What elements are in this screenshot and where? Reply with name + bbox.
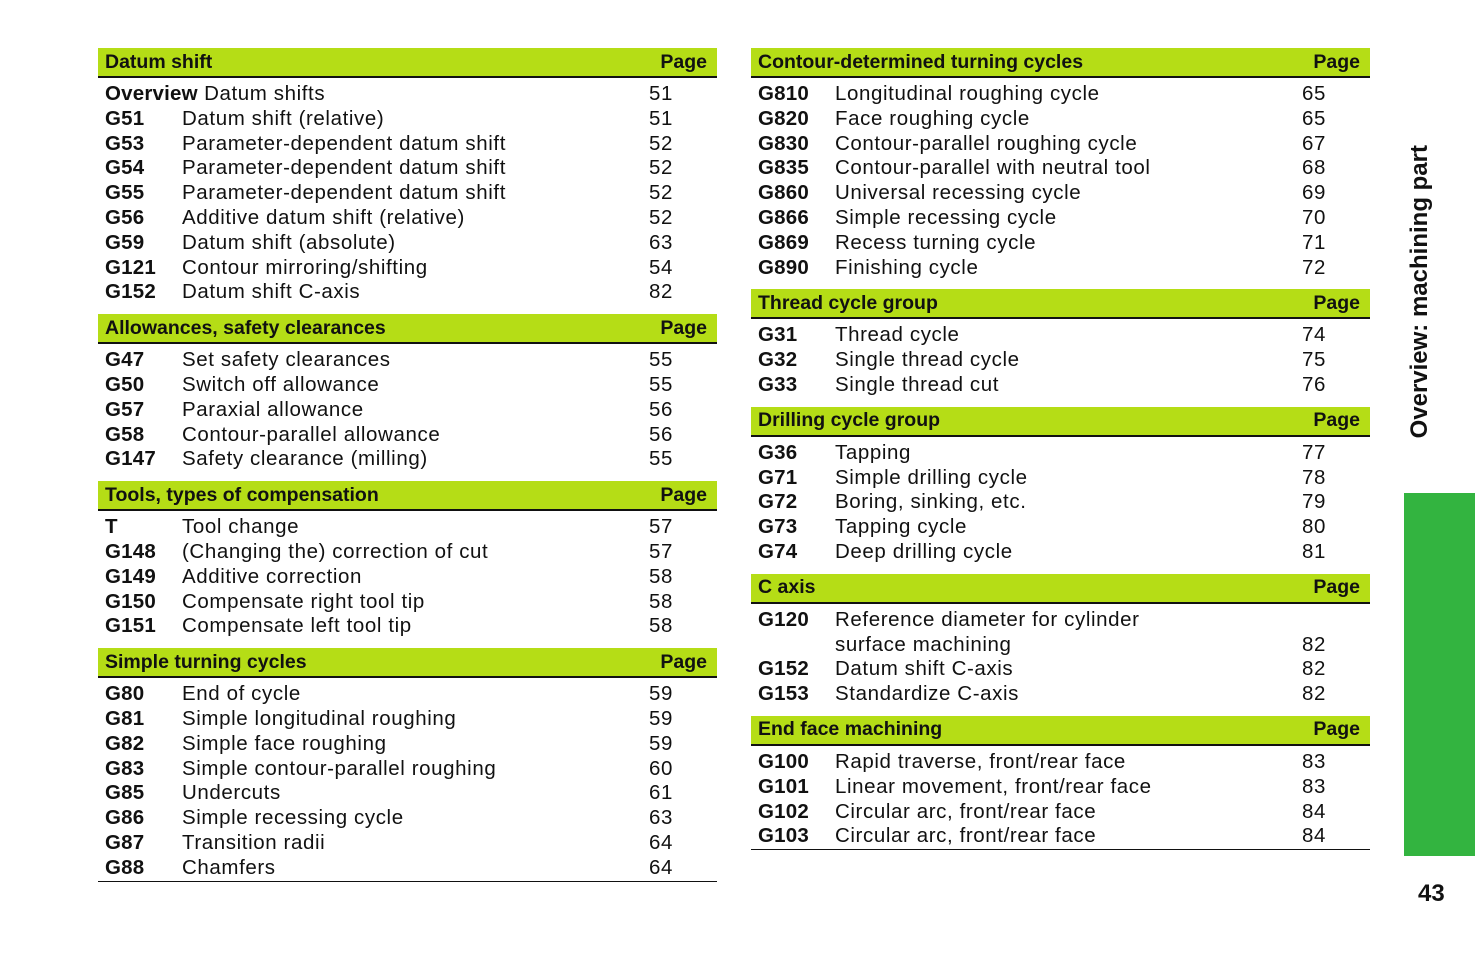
entry-description: Contour-parallel with neutral tool <box>835 156 1151 180</box>
page-ref: 69 <box>1302 181 1327 205</box>
table-row <box>751 608 1370 633</box>
entry-description: Single thread cycle <box>835 348 1020 372</box>
index-section <box>98 314 717 472</box>
page-ref: 56 <box>649 422 674 446</box>
index-section <box>751 48 1370 280</box>
table-row <box>98 806 717 831</box>
entry-description: Deep drilling cycle <box>835 539 1013 563</box>
g-code: G810 <box>758 82 809 105</box>
g-code: G153 <box>758 682 809 706</box>
entry-description: Tapping cycle <box>835 515 968 539</box>
table-row <box>751 441 1370 466</box>
g-code: G36 <box>758 440 798 464</box>
g-code: G54 <box>105 156 145 180</box>
table-row <box>751 515 1370 540</box>
g-code: G87 <box>105 830 145 854</box>
g-code: G820 <box>758 106 809 130</box>
entry-description: Single thread cut <box>835 372 1000 396</box>
entry-description: Simple recessing cycle <box>182 806 404 830</box>
entry-description: End of cycle <box>182 682 301 706</box>
page-ref: 59 <box>649 682 674 706</box>
table-row <box>98 156 717 181</box>
g-code: G866 <box>758 205 809 229</box>
g-code: G149 <box>105 564 156 588</box>
g-code: G830 <box>758 131 809 155</box>
index-section <box>751 289 1370 397</box>
page-ref: 76 <box>1302 372 1327 396</box>
entry-description: Simple face roughing <box>182 731 387 755</box>
table-row <box>751 107 1370 132</box>
page-ref: 63 <box>649 230 674 254</box>
page-ref: 79 <box>1302 490 1327 514</box>
section-title: Simple turning cycles <box>105 650 307 673</box>
entry-description: Datum shift C-axis <box>835 657 1014 681</box>
table-row <box>98 398 717 423</box>
page-ref: 52 <box>649 205 674 229</box>
section-title: Allowances, safety clearances <box>105 316 386 339</box>
entry-description: Contour-parallel roughing cycle <box>835 131 1138 155</box>
table-row <box>98 831 717 856</box>
section-header <box>751 48 1370 78</box>
section-rows <box>98 511 717 639</box>
g-code: G55 <box>105 181 145 205</box>
g-code: G32 <box>758 348 798 372</box>
page-ref: 82 <box>649 280 674 304</box>
page-ref: 59 <box>649 731 674 755</box>
section-title: Thread cycle group <box>758 291 938 314</box>
section-page-label: Page <box>1313 718 1360 741</box>
section-header <box>751 716 1370 746</box>
page-ref: 51 <box>649 106 674 130</box>
table-row <box>751 540 1370 565</box>
page-ref: 58 <box>649 564 674 588</box>
entry-description: Thread cycle <box>835 323 960 347</box>
page-ref: 55 <box>649 348 674 372</box>
entry-description: Simple contour-parallel roughing <box>182 756 497 780</box>
page-ref: 52 <box>649 181 674 205</box>
g-code: G86 <box>105 806 145 830</box>
entry-lead: Overview <box>105 82 198 105</box>
section-page-label: Page <box>660 316 707 339</box>
g-code: G59 <box>105 230 145 254</box>
section-page-label: Page <box>1313 291 1360 314</box>
g-code: G74 <box>758 539 798 563</box>
g-code: G103 <box>758 824 809 848</box>
entry-description: Boring, sinking, etc. <box>835 490 1027 514</box>
page-ref: 77 <box>1302 440 1327 464</box>
table-row <box>98 565 717 590</box>
entry-description: Longitudinal roughing cycle <box>835 82 1100 105</box>
page-ref: 59 <box>649 706 674 730</box>
section-header <box>98 481 717 511</box>
section-rows <box>751 437 1370 565</box>
table-row <box>751 800 1370 825</box>
table-row <box>98 231 717 256</box>
side-title <box>1398 122 1442 462</box>
g-code: G73 <box>758 515 798 539</box>
g-code: G860 <box>758 181 809 205</box>
section-rows <box>98 78 717 305</box>
g-code: G56 <box>105 205 145 229</box>
page-ref: 58 <box>649 614 674 638</box>
page-ref: 72 <box>1302 255 1327 279</box>
g-code: G120 <box>758 607 809 631</box>
g-code: G53 <box>105 131 145 155</box>
section-header <box>98 48 717 78</box>
g-code: G31 <box>758 323 798 347</box>
page-ref: 75 <box>1302 348 1327 372</box>
entry-description: Datum shift (relative) <box>182 106 385 130</box>
table-row <box>98 423 717 448</box>
g-code: G147 <box>105 447 156 471</box>
g-code: G47 <box>105 348 145 372</box>
table-row <box>98 614 717 639</box>
section-title: Contour-determined turning cycles <box>758 50 1084 73</box>
table-row <box>751 775 1370 800</box>
g-code: G151 <box>105 614 156 638</box>
table-row <box>98 447 717 472</box>
page-ref: 67 <box>1302 131 1327 155</box>
left-column <box>98 48 717 891</box>
table-row <box>751 181 1370 206</box>
page-ref: 65 <box>1302 82 1327 105</box>
entry-description: Additive datum shift (relative) <box>182 205 465 229</box>
page-ref: 74 <box>1302 323 1327 347</box>
page-ref: 78 <box>1302 465 1327 489</box>
g-code: G51 <box>105 106 145 130</box>
index-section <box>751 716 1370 850</box>
g-code: G835 <box>758 156 809 180</box>
table-row <box>751 231 1370 256</box>
table-row <box>98 590 717 615</box>
table-row <box>751 750 1370 775</box>
g-code: G83 <box>105 756 145 780</box>
entry-description: Simple recessing cycle <box>835 205 1057 229</box>
entry-description: Datum shift C-axis <box>182 280 361 304</box>
section-rows <box>98 344 717 472</box>
index-section <box>751 574 1370 707</box>
g-code: G121 <box>105 255 156 279</box>
page-ref: 57 <box>649 515 674 539</box>
g-code: G58 <box>105 422 145 446</box>
entry-description: Standardize C-axis <box>835 682 1019 706</box>
page-ref: 52 <box>649 156 674 180</box>
g-code: G85 <box>105 781 145 805</box>
page-ref: 83 <box>1302 749 1327 773</box>
page-ref: 61 <box>649 781 674 805</box>
table-row <box>751 373 1370 398</box>
g-code: G33 <box>758 372 798 396</box>
section-header <box>98 314 717 344</box>
table-row <box>98 280 717 305</box>
section-header <box>751 407 1370 437</box>
entry-description: Simple longitudinal roughing <box>182 706 457 730</box>
index-section <box>98 648 717 881</box>
entry-description: Circular arc, front/rear face <box>835 824 1097 848</box>
page-ref: 82 <box>1302 682 1327 706</box>
section-rows <box>98 678 717 881</box>
entry-description: Rapid traverse, front/rear face <box>835 749 1126 773</box>
page-ref: 54 <box>649 255 674 279</box>
page-ref: 57 <box>649 539 674 563</box>
table-row <box>98 206 717 231</box>
section-rows <box>751 746 1370 850</box>
table-row <box>98 107 717 132</box>
entry-description: Compensate right tool tip <box>182 589 425 613</box>
side-tab-marker <box>1404 493 1475 856</box>
section-page-label: Page <box>660 650 707 673</box>
g-code: T <box>105 515 118 539</box>
table-row <box>751 466 1370 491</box>
page-ref: 68 <box>1302 156 1327 180</box>
g-code: G890 <box>758 255 809 279</box>
section-header <box>751 574 1370 604</box>
entry-description: Linear movement, front/rear face <box>835 774 1152 798</box>
entry-description: Parameter-dependent datum shift <box>182 131 506 155</box>
table-row <box>98 348 717 373</box>
table-row <box>98 132 717 157</box>
section-page-label: Page <box>660 483 707 506</box>
g-code: G88 <box>105 855 145 879</box>
page-ref: 52 <box>649 131 674 155</box>
section-page-label: Page <box>1313 409 1360 432</box>
entry-description: Face roughing cycle <box>835 106 1030 130</box>
entry-description: Additive correction <box>182 564 363 588</box>
table-row <box>98 515 717 540</box>
table-row <box>98 373 717 398</box>
page-ref: 64 <box>649 830 674 854</box>
table-row <box>98 781 717 806</box>
section-rows <box>751 78 1370 280</box>
page-ref: 70 <box>1302 205 1327 229</box>
entry-description: Parameter-dependent datum shift <box>182 181 506 205</box>
index-section <box>98 48 717 305</box>
table-row <box>751 256 1370 281</box>
section-rows <box>751 319 1370 397</box>
table-row <box>98 856 717 881</box>
entry-description: Reference diameter for cylinder <box>835 607 1140 631</box>
section-header <box>98 648 717 678</box>
g-code: G148 <box>105 539 156 563</box>
entry-description: Set safety clearances <box>182 348 391 372</box>
g-code: G152 <box>105 280 156 304</box>
table-row <box>751 323 1370 348</box>
section-title: Datum shift <box>105 50 213 73</box>
entry-description-text: Datum shifts <box>197 82 326 105</box>
page-ref: 71 <box>1302 230 1327 254</box>
entry-description: Switch off allowance <box>182 372 380 396</box>
g-code: G80 <box>105 682 145 706</box>
page-ref: 58 <box>649 589 674 613</box>
entry-description: Chamfers <box>182 855 276 879</box>
table-row <box>751 682 1370 707</box>
table-row <box>98 757 717 782</box>
table-row <box>98 540 717 565</box>
table-row <box>751 156 1370 181</box>
entry-description: Safety clearance (milling) <box>182 447 428 471</box>
g-code: G72 <box>758 490 798 514</box>
entry-description: Universal recessing cycle <box>835 181 1082 205</box>
entry-description: Compensate left tool tip <box>182 614 412 638</box>
section-title: Tools, types of compensation <box>105 483 379 506</box>
section-page-label: Page <box>1313 50 1360 73</box>
entry-description: Paraxial allowance <box>182 397 364 421</box>
page-ref: 83 <box>1302 774 1327 798</box>
g-code: G100 <box>758 749 809 773</box>
entry-description: Tapping <box>835 440 912 464</box>
page-ref: 51 <box>649 82 674 105</box>
g-code: G71 <box>758 465 798 489</box>
table-row <box>98 707 717 732</box>
page-ref: 80 <box>1302 515 1327 539</box>
g-code: G150 <box>105 589 156 613</box>
table-row <box>751 490 1370 515</box>
table-row <box>751 206 1370 231</box>
page-number: 43 <box>1418 880 1445 907</box>
entry-description: Contour mirroring/shifting <box>182 255 428 279</box>
index-section <box>98 481 717 639</box>
page-ref: 64 <box>649 855 674 879</box>
section-page-label: Page <box>660 50 707 73</box>
g-code: G50 <box>105 372 145 396</box>
side-title-text: Overview: machining part <box>1406 145 1433 439</box>
g-code: G81 <box>105 706 145 730</box>
section-rows <box>751 604 1370 707</box>
entry-description: (Changing the) correction of cut <box>182 539 489 563</box>
entry-description: surface machining <box>835 632 1012 656</box>
entry-description: Circular arc, front/rear face <box>835 799 1097 823</box>
g-code: G152 <box>758 657 809 681</box>
section-title: C axis <box>758 576 816 599</box>
table-row <box>98 82 717 107</box>
page-ref: 82 <box>1302 632 1327 656</box>
entry-description: Recess turning cycle <box>835 230 1037 254</box>
g-code <box>758 633 835 658</box>
index-section <box>751 407 1370 565</box>
table-row <box>751 633 1370 658</box>
table-row <box>751 824 1370 849</box>
page-ref: 65 <box>1302 106 1327 130</box>
section-title: End face machining <box>758 718 943 741</box>
table-row <box>98 181 717 206</box>
table-row <box>98 682 717 707</box>
table-row <box>751 348 1370 373</box>
page-ref: 55 <box>649 447 674 471</box>
entry-description: Transition radii <box>182 830 326 854</box>
entry-description: Undercuts <box>182 781 281 805</box>
page-ref: 84 <box>1302 824 1327 848</box>
section-page-label: Page <box>1313 576 1360 599</box>
entry-description: Parameter-dependent datum shift <box>182 156 506 180</box>
g-code: G57 <box>105 397 145 421</box>
table-row <box>751 657 1370 682</box>
page-ref: 84 <box>1302 799 1327 823</box>
section-header <box>751 289 1370 319</box>
page-ref: 81 <box>1302 539 1327 563</box>
page-ref: 82 <box>1302 657 1327 681</box>
entry-description: Tool change <box>182 515 300 539</box>
table-row <box>98 256 717 281</box>
g-code: G101 <box>758 774 809 798</box>
entry-description <box>105 82 649 107</box>
g-code: G869 <box>758 230 809 254</box>
table-row <box>751 82 1370 107</box>
g-code: G102 <box>758 799 809 823</box>
entry-description: Contour-parallel allowance <box>182 422 441 446</box>
entry-description: Simple drilling cycle <box>835 465 1028 489</box>
right-column <box>751 48 1370 859</box>
page-ref: 55 <box>649 372 674 396</box>
section-title: Drilling cycle group <box>758 409 941 432</box>
entry-description: Datum shift (absolute) <box>182 230 396 254</box>
table-row <box>98 732 717 757</box>
table-row <box>751 132 1370 157</box>
page-ref: 56 <box>649 397 674 421</box>
g-code: G82 <box>105 731 145 755</box>
page-ref <box>1302 608 1370 633</box>
entry-description: Finishing cycle <box>835 255 979 279</box>
page-ref: 60 <box>649 756 674 780</box>
page-ref: 63 <box>649 806 674 830</box>
